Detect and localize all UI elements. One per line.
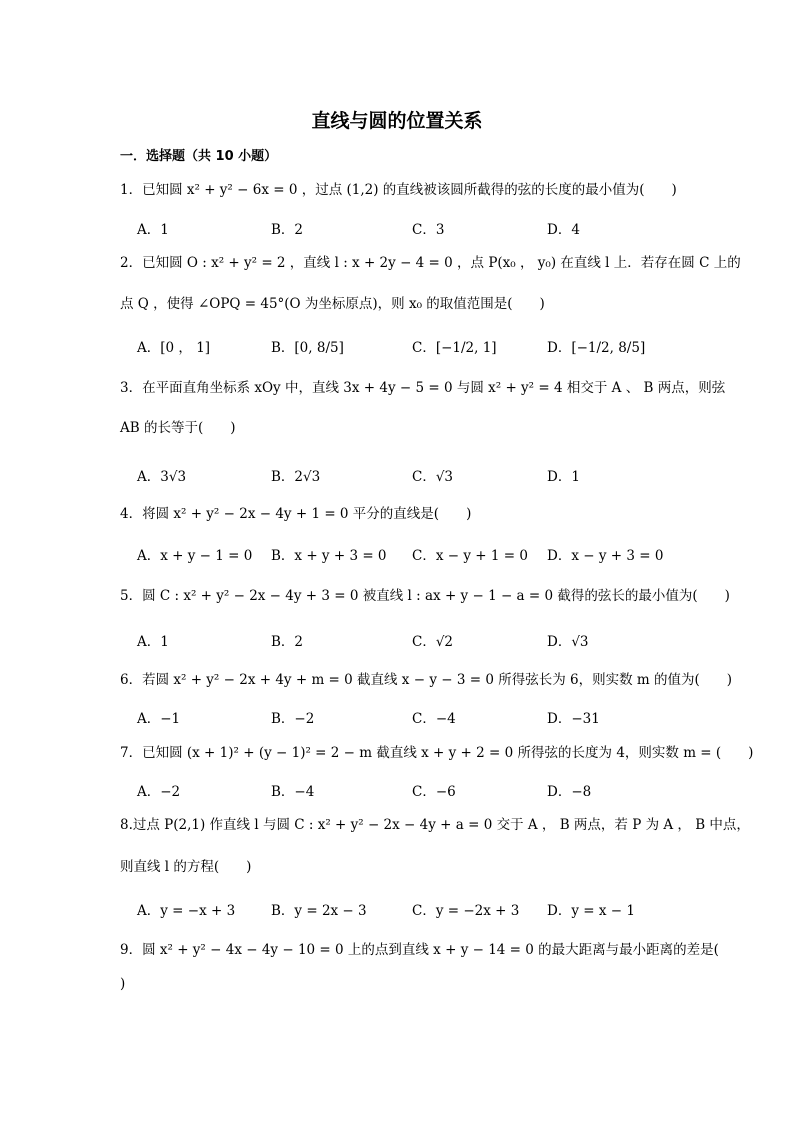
option-b[interactable]: B．x + y + 3 = 0	[271, 548, 387, 564]
option-d[interactable]: D．4	[547, 222, 580, 238]
option-c[interactable]: C．y = −2x + 3	[412, 903, 520, 919]
option-b[interactable]: B．2√3	[271, 469, 321, 485]
question-text: 点 Q ，使得 ∠OPQ = 45°(O 为坐标原点)，则 x₀ 的取值范围是( )	[120, 296, 545, 312]
option-d[interactable]: D．x − y + 3 = 0	[547, 548, 664, 564]
option-a[interactable]: A．1	[137, 634, 169, 650]
option-d[interactable]: D．y = x − 1	[547, 903, 635, 919]
option-a[interactable]: A．y = −x + 3	[137, 903, 236, 919]
option-a[interactable]: A．−2	[137, 784, 181, 800]
question-5	[120, 586, 730, 606]
question-1	[120, 180, 676, 200]
question-text: 4．将圆 x² + y² − 2x − 4y + 1 = 0 平分的直线是( )	[120, 506, 472, 522]
option-d[interactable]: D．√3	[547, 634, 589, 650]
page-title: 直线与圆的位置关系	[311, 110, 483, 132]
option-a[interactable]: A．1	[137, 222, 169, 238]
question-8	[120, 815, 750, 835]
question-text: 8.过点 P(2,1) 作直线 l 与圆 C : x² + y² − 2x − 4y + a = 0 交于 A ， B 两点，若 P 为 A ， B 中点，	[120, 817, 750, 833]
question-4	[120, 504, 676, 524]
option-a[interactable]: A．x + y − 1 = 0	[137, 548, 253, 564]
option-c[interactable]: C．[−1/2, 1]	[412, 340, 497, 356]
question-text: 5．圆 C : x² + y² − 2x − 4y + 3 = 0 被直线 l : ax + y − 1 − a = 0 截得的弦长的最小值为( )	[120, 588, 730, 604]
question-text: 1．已知圆 x² + y² − 6x = 0 ，过点 (1,2) 的直线被该圆所截得的弦的长度的最小值为( )	[120, 182, 677, 198]
option-c[interactable]: C．−6	[412, 784, 456, 800]
question-9-cont	[120, 974, 676, 994]
option-b[interactable]: B．2	[271, 222, 304, 238]
section-heading: 一．选择题（共 10 小题）	[120, 149, 278, 164]
question-7	[120, 743, 754, 763]
option-b[interactable]: B．2	[271, 634, 304, 650]
option-c[interactable]: C．√3	[412, 469, 454, 485]
question-6	[120, 670, 732, 690]
option-a[interactable]: A．[0 ， 1]	[137, 340, 211, 356]
option-d[interactable]: D．−8	[547, 784, 592, 800]
question-text: 7．已知圆 (x + 1)² + (y − 1)² = 2 − m 截直线 x + y + 2 = 0 所得弦的长度为 4，则实数 m = ( )	[120, 745, 754, 761]
option-b[interactable]: B．−4	[271, 784, 315, 800]
option-c[interactable]: C．3	[412, 222, 445, 238]
question-3	[120, 378, 726, 398]
option-c[interactable]: C．−4	[412, 711, 456, 727]
question-2-cont	[120, 294, 676, 314]
question-text: 3．在平面直角坐标系 xOy 中，直线 3x + 4y − 5 = 0 与圆 x² + y² = 4 相交于 A 、 B 两点，则弦	[120, 380, 726, 396]
question-text: 2．已知圆 O : x² + y² = 2 ，直线 l : x + 2y − 4 = 0 ，点 P(x₀ ， y₀) 在直线 l 上．若存在圆 C 上的	[120, 255, 741, 271]
option-d[interactable]: D．−31	[547, 711, 600, 727]
option-a[interactable]: A．3√3	[137, 469, 187, 485]
question-text: AB 的长等于( )	[120, 420, 236, 436]
option-d[interactable]: D．1	[547, 469, 580, 485]
question-3-cont	[120, 418, 676, 438]
question-text: 则直线 l 的方程( )	[120, 859, 252, 875]
option-c[interactable]: C．√2	[412, 634, 454, 650]
option-b[interactable]: B．[0, 8/5]	[271, 340, 344, 356]
question-text: 6．若圆 x² + y² − 2x + 4y + m = 0 截直线 x − y − 3 = 0 所得弦长为 6，则实数 m 的值为( )	[120, 672, 732, 688]
option-b[interactable]: B．y = 2x − 3	[271, 903, 367, 919]
question-8-cont	[120, 857, 676, 877]
question-2	[120, 253, 741, 273]
option-a[interactable]: A．−1	[137, 711, 181, 727]
option-d[interactable]: D．[−1/2, 8/5]	[547, 340, 646, 356]
option-c[interactable]: C．x − y + 1 = 0	[412, 548, 528, 564]
question-text: 9．圆 x² + y² − 4x − 4y − 10 = 0 上的点到直线 x + y − 14 = 0 的最大距离与最小距离的差是(	[120, 942, 719, 958]
question-9	[120, 940, 719, 960]
question-text: )	[120, 976, 126, 992]
option-b[interactable]: B．−2	[271, 711, 315, 727]
